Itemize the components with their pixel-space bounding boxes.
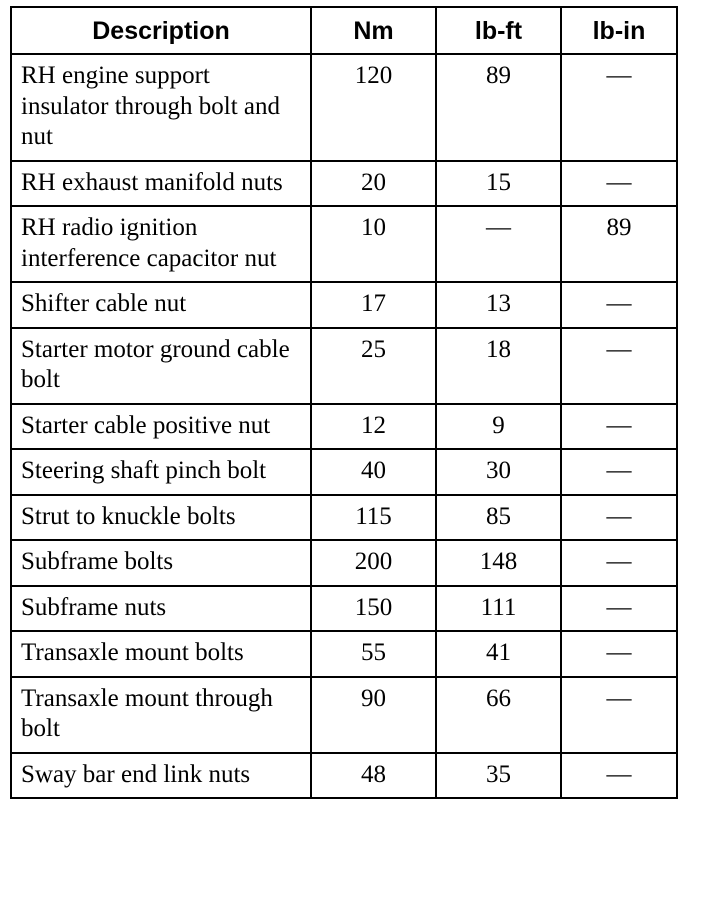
cell-lbin: — xyxy=(561,161,677,207)
cell-lbin: — xyxy=(561,631,677,677)
table-row xyxy=(11,586,677,632)
cell-description: Starter motor ground cable bolt xyxy=(11,328,311,404)
table-row xyxy=(11,540,677,586)
cell-description: Subframe nuts xyxy=(11,586,311,632)
cell-nm: 10 xyxy=(311,206,436,282)
header-lbft: lb-ft xyxy=(436,7,561,54)
cell-lbft: 41 xyxy=(436,631,561,677)
cell-description: Transaxle mount through bolt xyxy=(11,677,311,753)
cell-description: Sway bar end link nuts xyxy=(11,753,311,799)
cell-nm: 25 xyxy=(311,328,436,404)
cell-lbin: — xyxy=(561,328,677,404)
cell-description: Shifter cable nut xyxy=(11,282,311,328)
cell-nm: 115 xyxy=(311,495,436,541)
table-row xyxy=(11,495,677,541)
cell-description: RH engine support insulator through bolt and nut xyxy=(11,54,311,161)
header-lbin: lb-in xyxy=(561,7,677,54)
table-row xyxy=(11,449,677,495)
cell-lbin: — xyxy=(561,540,677,586)
table-row xyxy=(11,282,677,328)
cell-description: Strut to knuckle bolts xyxy=(11,495,311,541)
table-row xyxy=(11,54,677,161)
table-row xyxy=(11,677,677,753)
cell-lbft: 111 xyxy=(436,586,561,632)
cell-lbft: 66 xyxy=(436,677,561,753)
cell-nm: 90 xyxy=(311,677,436,753)
cell-lbft: 35 xyxy=(436,753,561,799)
table-row xyxy=(11,328,677,404)
header-nm: Nm xyxy=(311,7,436,54)
cell-lbin: — xyxy=(561,282,677,328)
cell-description: Starter cable positive nut xyxy=(11,404,311,450)
table-row xyxy=(11,206,677,282)
table-row xyxy=(11,631,677,677)
table-header-row xyxy=(11,7,677,54)
cell-lbin: — xyxy=(561,586,677,632)
cell-nm: 12 xyxy=(311,404,436,450)
cell-lbin: — xyxy=(561,404,677,450)
cell-lbft: 13 xyxy=(436,282,561,328)
cell-lbin: — xyxy=(561,54,677,161)
cell-description: RH exhaust manifold nuts xyxy=(11,161,311,207)
cell-lbft: 89 xyxy=(436,54,561,161)
torque-spec-table xyxy=(10,6,678,799)
cell-nm: 48 xyxy=(311,753,436,799)
cell-nm: 200 xyxy=(311,540,436,586)
cell-lbin: — xyxy=(561,449,677,495)
cell-nm: 150 xyxy=(311,586,436,632)
cell-description: RH radio ignition interference capacitor nut xyxy=(11,206,311,282)
cell-lbft: 30 xyxy=(436,449,561,495)
cell-nm: 17 xyxy=(311,282,436,328)
cell-description: Subframe bolts xyxy=(11,540,311,586)
cell-description: Transaxle mount bolts xyxy=(11,631,311,677)
cell-nm: 120 xyxy=(311,54,436,161)
cell-nm: 40 xyxy=(311,449,436,495)
table-row xyxy=(11,161,677,207)
cell-lbft: 85 xyxy=(436,495,561,541)
cell-lbin: — xyxy=(561,753,677,799)
cell-lbin: 89 xyxy=(561,206,677,282)
cell-lbft: — xyxy=(436,206,561,282)
table-row xyxy=(11,404,677,450)
table-row xyxy=(11,753,677,799)
cell-description: Steering shaft pinch bolt xyxy=(11,449,311,495)
cell-lbft: 9 xyxy=(436,404,561,450)
cell-lbft: 18 xyxy=(436,328,561,404)
cell-nm: 20 xyxy=(311,161,436,207)
cell-lbin: — xyxy=(561,677,677,753)
cell-lbin: — xyxy=(561,495,677,541)
cell-lbft: 15 xyxy=(436,161,561,207)
header-description: Description xyxy=(11,7,311,54)
cell-nm: 55 xyxy=(311,631,436,677)
cell-lbft: 148 xyxy=(436,540,561,586)
